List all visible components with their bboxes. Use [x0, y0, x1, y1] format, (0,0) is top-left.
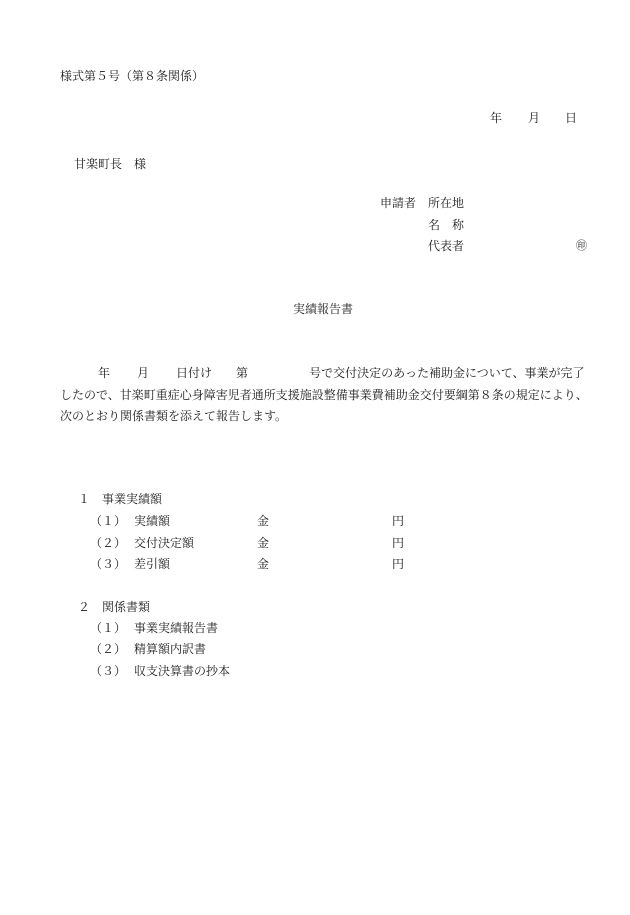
date-year-label: 年 [490, 111, 503, 125]
body-year: 年 [98, 366, 111, 380]
applicant-representative-label: 代表者 [428, 239, 465, 253]
body-line-2: したので、甘楽町重症心身障害児者通所支援施設整備事業費補助金交付要綱第８条の規定により、 [60, 387, 588, 402]
body-number-prefix: 第 [236, 366, 249, 380]
section2-heading: ２ 関係書類 [78, 600, 151, 614]
section1-item-2-no: （２） [90, 536, 127, 550]
section2-item-1-no: （１） [90, 621, 127, 635]
body-paragraph [60, 363, 605, 428]
body-line-3: 次のとおり関係書類を添えて報告します。 [60, 409, 288, 423]
document-title: 実績報告書 [293, 302, 354, 316]
applicant-name-label: 名 称 [428, 218, 465, 232]
section1-item-1-no: （１） [90, 514, 127, 528]
section1-item-2-label: 交付決定額 [134, 536, 195, 550]
body-day-dated: 日付け [176, 366, 213, 380]
section2-item-2-no: （２） [90, 642, 127, 656]
section1-item-1-kin: 金 [257, 514, 270, 528]
section2-item-3-label: 収支決算書の抄本 [134, 664, 231, 678]
section1-item-3-label: 差引額 [134, 557, 171, 571]
date-day-label: 日 [565, 111, 578, 125]
section1-item-3-yen: 円 [392, 557, 405, 571]
section1-item-1-label: 実績額 [134, 514, 171, 528]
applicant-address-label: 所在地 [428, 196, 465, 210]
section2-item-2-label: 精算額内訳書 [134, 642, 207, 656]
section1-item-1-yen: 円 [392, 514, 405, 528]
section1-item-2-kin: 金 [257, 536, 270, 550]
section1-heading: １ 事業実績額 [78, 492, 163, 506]
body-line-1 [60, 363, 605, 385]
body-month: 月 [137, 366, 150, 380]
section1-item-3-kin: 金 [257, 557, 270, 571]
form-label: 様式第５号（第８条関係） [60, 69, 205, 83]
seal-mark: ㊞ [576, 239, 587, 252]
section1-item-2-yen: 円 [392, 536, 405, 550]
date-month-label: 月 [528, 111, 541, 125]
section1-item-3-no: （３） [90, 557, 127, 571]
body-line1-rest: 号で交付決定のあった補助金について、事業が完了 [309, 366, 585, 380]
applicant-label: 申請者 [380, 196, 417, 210]
addressee: 甘楽町長 様 [74, 157, 147, 171]
section2-item-1-label: 事業実績報告書 [134, 621, 219, 635]
section2-item-3-no: （３） [90, 664, 127, 678]
